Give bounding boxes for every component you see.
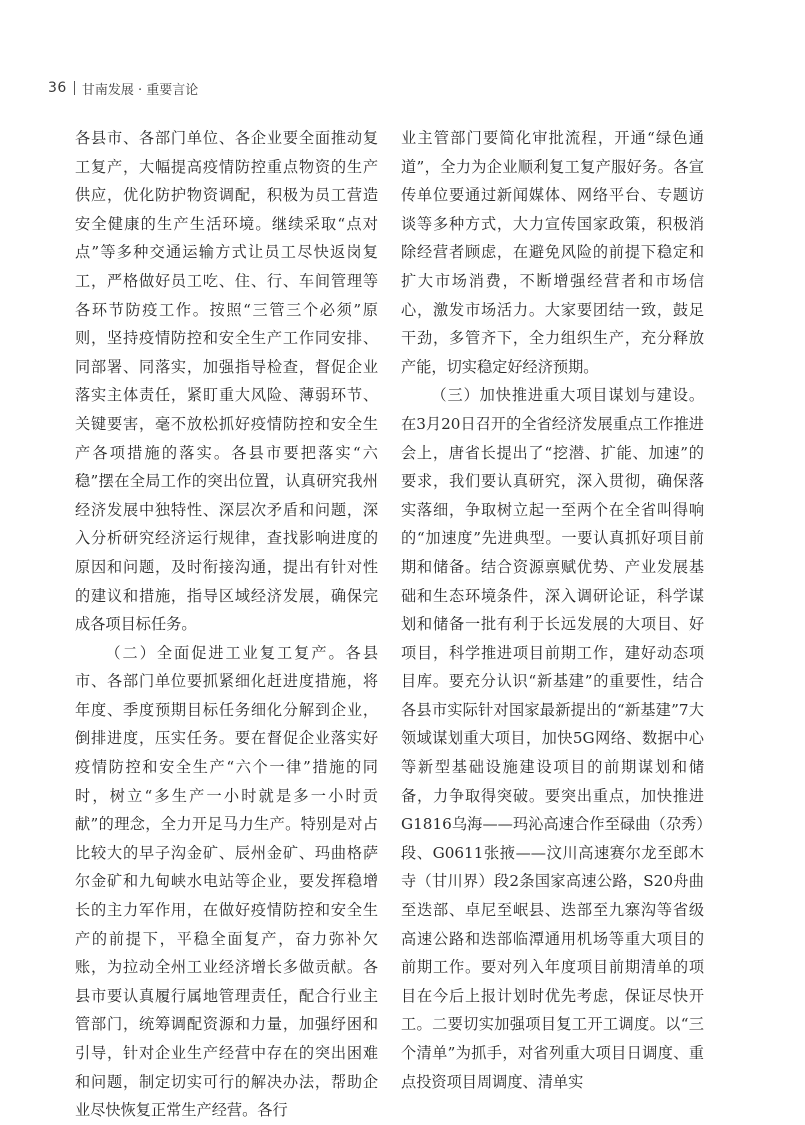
section-title: 甘南发展 · 重要言论 — [81, 82, 199, 98]
body-paragraph: 业主管部门要简化审批流程，开通“绿色通道”，全力为企业顺利复工复产服好务。各宣传单位要通过新闻媒体、网络平台、专题访谈等多种方式，大力宣传国家政策，积极消除经营者顾虑，在避免风险的前提下稳定和扩大市场消费，不断增强经营者和市场信心，激发市场活力。大家要团结一致，鼓足干劲，多管齐下，全力组织生产，充分释放产能，切实稳定好经济预期。 — [401, 129, 704, 376]
right-column — [401, 124, 704, 1096]
body-paragraph: （二）全面促进工业复工复产。各县市、各部门单位要抓紧细化赶进度措施，将年度、季度预期目标任务细化分解到企业，倒排进度，压实任务。要在督促企业落实好疫情防控和安全生产“六个一律”措施的同时，树立“多生产一小时就是多一小时贡献”的理念，全力开足马力生产。特别是对占比较大的早子沟金矿、辰州金矿、玛曲格萨尔金矿和九甸峡水电站等企业，要发挥稳增长的主力军作用，在做好疫情防控和安全生产的前提下，平稳全面复产，奋力弥补欠账，为拉动全州工业经济增长多做贡献。各县市要认真履行属地管理责任，配合行业主管部门，统筹调配资源和力量，加强纾困和引导，针对企业生产经营中存在的突出困难和问题，制定切实可行的解决办法，帮助企业尽快恢复正常生产经营。各行 — [75, 643, 378, 1120]
page-number: 36 — [48, 80, 67, 96]
body-paragraph: （三）加快推进重大项目谋划与建设。在3月20日召开的全省经济发展重点工作推进会上，唐省长提出了“挖潜、扩能、加速”的要求，我们要认真研究，深入贯彻，确保落实落细，争取树立起一至两个在全省叫得响的“加速度”先进典型。一要认真抓好项目前期和储备。结合资源禀赋优势、产业发展基础和生态环境条件，深入调研论证，科学谋划和储备一批有利于长远发展的大项目、好项目，科学推进项目前期工作，建好动态项目库。要充分认识“新基建”的重要性，结合各县市实际针对国家最新提出的“新基建”7大领域谋划重大项目，加快5G网络、数据中心等新型基础设施建设项目的前期谋划和储备，力争取得突破。要突出重点，加快推进G1816乌海——玛沁高速合作至碌曲（尕秀）段、G0611张掖——汶川高速赛尔龙至郎木寺（甘川界）段2条国家高速公路，S20舟曲至迭部、卓尼至岷县、迭部至九寨沟等省级高速公路和迭部临潭通用机场等重大项目的前期工作。要对列入年度项目前期清单的项目在今后上报计划时优先考虑，保证尽快开工。二要切实加强项目复工开工调度。以“三个清单”为抓手，对省列重大项目日调度、重点投资项目周调度、清单实 — [401, 386, 704, 1091]
body-paragraph: 各县市、各部门单位、各企业要全面推动复工复产，大幅提高疫情防控重点物资的生产供应，优化防护物资调配，积极为员工营造安全健康的生产生活环境。继续采取“点对点”等多种交通运输方式让员工尽快返岗复工，严格做好员工吃、住、行、车间管理等各环节防疫工作。按照“三管三个必须”原则，坚持疫情防控和安全生产工作同安排、同部署、同落实，加强指导检查，督促企业落实主体责任，紧盯重大风险、薄弱环节、关键要害，毫不放松抓好疫情防控和安全生产各项措施的落实。各县市要把落实“六稳”摆在全局工作的突出位置，认真研究我州经济发展中独特性、深层次矛盾和问题，深入分析研究经济运行规律，查找影响进度的原因和问题，及时衔接沟通，提出有针对性的建议和措施，指导区域经济发展，确保完成各项目标任务。 — [75, 129, 378, 634]
header-divider — [74, 81, 75, 95]
running-header — [48, 77, 198, 99]
left-column — [75, 124, 378, 1125]
